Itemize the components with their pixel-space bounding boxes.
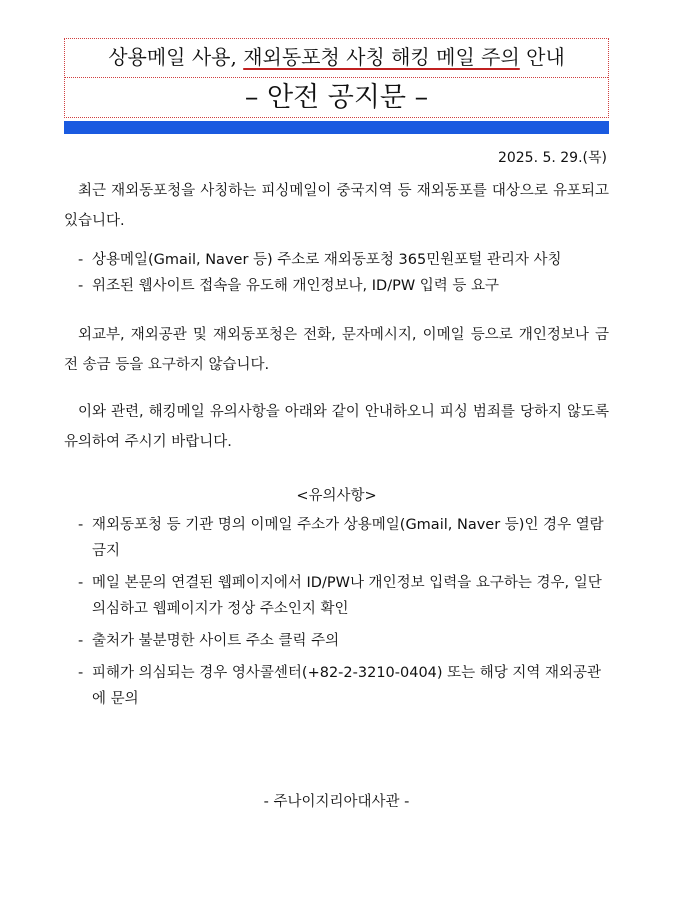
title-part2: 재외동포청 사칭 해킹 메일 주의	[243, 45, 520, 69]
notice-title	[65, 39, 608, 78]
intro-paragraph: 최근 재외동포청을 사칭하는 피싱메일이 중국지역 등 재외동포를 대상으로 유포되고 있습니다.	[64, 183, 609, 229]
title-part1: 상용메일 사용,	[108, 45, 237, 69]
notes-heading: <유의사항>	[296, 488, 377, 504]
policy-paragraph: 외교부, 재외공관 및 재외동포청은 전화, 문자메시지, 이메일 등으로 개인정보나 금전 송금 등을 요구하지 않습니다.	[64, 327, 609, 373]
signature: - 주나이지리아대사관 -	[263, 794, 410, 810]
notes-list	[78, 512, 609, 712]
list-item: - 메일 본문의 연결된 웹페이지에서 ID/PW나 개인정보 입력을 요구하는 경우, 일단 의심하고 웹페이지가 정상 주소인지 확인	[78, 575, 602, 617]
title-box	[64, 38, 609, 118]
notice-subtitle: – 안전 공지문 –	[244, 82, 429, 113]
intro-bullet-list	[78, 247, 609, 299]
list-item: - 상용메일(Gmail, Naver 등) 주소로 재외동포청 365민원포털 관리자 사칭	[78, 252, 562, 268]
list-item: - 피해가 의심되는 경우 영사콜센터(+82-2-3210-0404) 또는 해당 지역 재외공관에 문의	[78, 665, 602, 707]
accent-bar	[64, 121, 609, 134]
title-part3: 안내	[526, 45, 565, 69]
list-item: - 출처가 불분명한 사이트 주소 클릭 주의	[78, 633, 340, 649]
list-item: - 재외동포청 등 기관 명의 이메일 주소가 상용메일(Gmail, Naver 등)인 경우 열람 금지	[78, 517, 604, 559]
notice-date: 2025. 5. 29.(목)	[497, 150, 607, 166]
list-item: - 위조된 웹사이트 접속을 유도해 개인정보나, ID/PW 입력 등 요구	[78, 278, 500, 294]
guidance-paragraph: 이와 관련, 해킹메일 유의사항을 아래와 같이 안내하오니 피싱 범죄를 당하지 않도록 유의하여 주시기 바랍니다.	[64, 404, 609, 450]
